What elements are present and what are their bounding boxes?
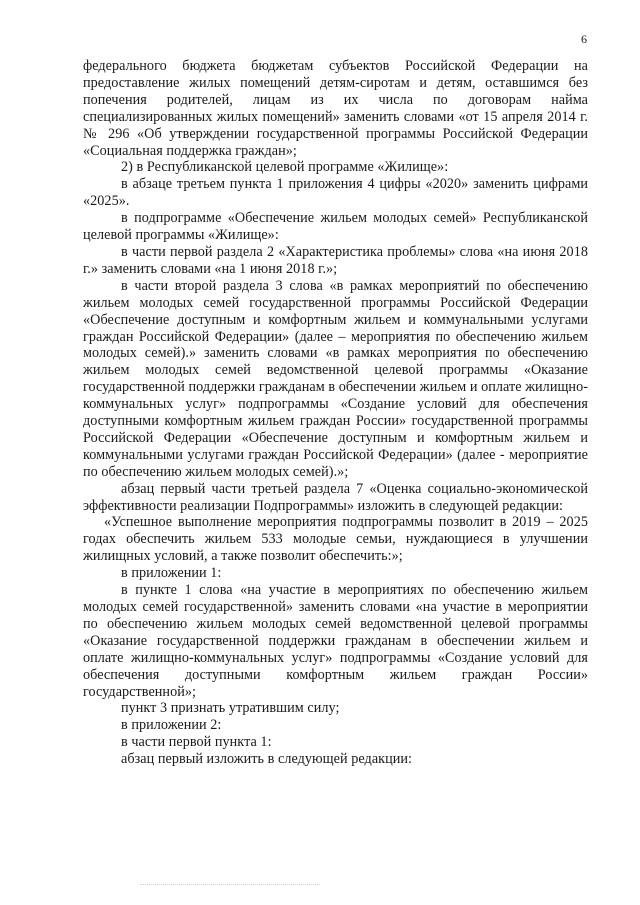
paragraph-14: абзац первый изложить в следующей редакции: <box>121 751 413 768</box>
page-number: 6 <box>581 32 587 46</box>
paragraph-12: в приложении 2: <box>121 717 222 734</box>
paragraph-2: 2) в Республиканской целевой программе «Жилище»: <box>121 159 449 176</box>
paragraph-6: в части второй раздела 3 слова «в рамках мероприятий по обеспечению жильем молодых семей государственной программы Российской Федерации «Обеспечение доступным и комфортным жильем и коммунальными услугами граждан Российской Федерации» (далее – мероприятия по обеспечению жильем молодых семей).» заменить словами «в рамках мероприятия по обеспечению жильем молодых семей ведомственной целевой программы «Оказание государственной поддержки гражданам в обеспечении жильем и оплате жилищно-коммунальных услуг» подпрограммы «Создание условий для обеспечения доступными комфортным жильем граждан России» государственной программы Российской Федерации «Обеспечение доступным и комфортным жильем и коммунальными услугами граждан Российской Федерации» (далее - мероприятие по обеспечению жильем молодых семей).»; <box>83 277 588 480</box>
paragraph-11: пункт 3 признать утратившим силу; <box>121 700 340 717</box>
paragraph-7: абзац первый части третьей раздела 7 «Оценка социально-экономической эффективности реализации Подпрограммы» изложить в следующей редакции: <box>83 480 588 514</box>
paragraph-1: федерального бюджета бюджетам субъектов Российской Федерации на предоставление жилых помещений детям-сиротам и детям, оставшимся без попечения родителей, лицам из их числа по договорам найма специализированных жилых помещений» заменить словами «от 15 апреля 2014 г. № 296 «Об утверждении государственной программы Российской Федерации «Социальная поддержка граждан»; <box>83 58 588 159</box>
document-body <box>83 58 588 768</box>
paragraph-13: в части первой пункта 1: <box>121 734 272 751</box>
paragraph-3: в абзаце третьем пункта 1 приложения 4 цифры «2020» заменить цифрами «2025». <box>83 176 588 210</box>
paragraph-8: «Успешное выполнение мероприятия подпрограммы позволит в 2019 – 2025 годах обеспечить жильем 533 молодые семьи, нуждающиеся в улучшении жилищных условий, а также позволит обеспечить:»; <box>83 514 588 565</box>
paragraph-10: в пункте 1 слова «на участие в мероприятиях по обеспечению жильем молодых семей государственной» заменить словами «на участие в мероприятии по обеспечению жильем молодых семей ведомственной целевой программы «Оказание государственной поддержки гражданам в обеспечении жильем и оплате жилищно-коммунальных услуг» подпрограммы «Создание условий для обеспечения доступными комфортным жильем граждан России» государственной»; <box>83 582 588 700</box>
paragraph-4: в подпрограмме «Обеспечение жильем молодых семей» Республиканской целевой программы «Жилище»: <box>83 210 588 244</box>
paragraph-9: в приложении 1: <box>121 565 222 582</box>
scan-artifact-marks <box>140 884 320 889</box>
paragraph-5: в части первой раздела 2 «Характеристика проблемы» слова «на июня 2018 г.» заменить словами «на 1 июня 2018 г.»; <box>83 243 588 277</box>
